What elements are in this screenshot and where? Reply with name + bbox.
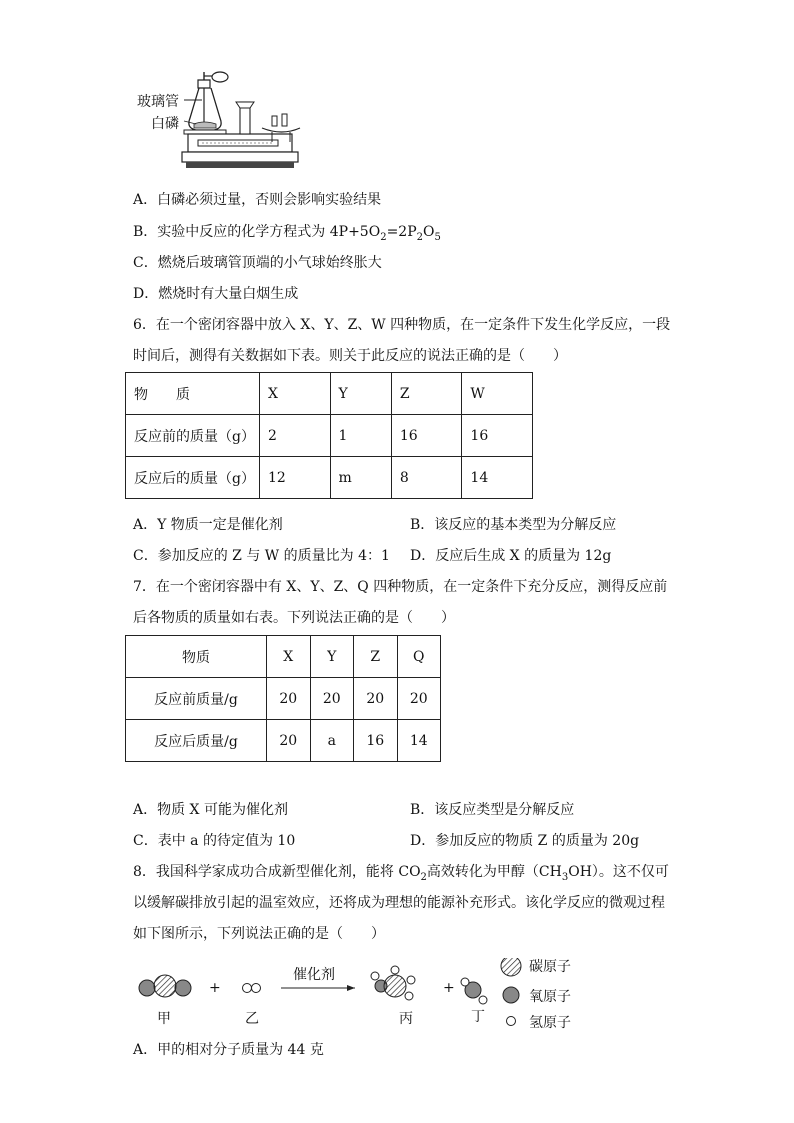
oxygen-atom <box>139 980 155 996</box>
hydrogen-atom <box>479 996 487 1004</box>
table-cell: 20 <box>397 678 441 720</box>
legend-hydrogen-atom <box>507 1017 516 1026</box>
q7-option-d: D．参加反应的物质 Z 的质量为 20g <box>410 833 640 849</box>
table-cell: 16 <box>354 720 398 762</box>
hydrogen-atom <box>371 972 379 980</box>
carbon-atom <box>154 975 176 997</box>
table-cell: 16 <box>391 415 462 457</box>
table-row <box>126 720 441 762</box>
legend-oxygen-atom <box>503 987 519 1003</box>
table-cell: 反应后的质量（g） <box>126 457 260 499</box>
q8-stem-line1: 8．我国科学家成功合成新型催化剂，能将 $CO_2$高效转化为甲醇$(CH_3OH)$。这不仅可 <box>133 864 669 883</box>
table-cell: 20 <box>267 678 311 720</box>
table-cell: 20 <box>310 678 354 720</box>
label-white-phosphorus: 白磷 <box>151 116 179 132</box>
table-cell: Y <box>330 373 391 415</box>
q8-stem-line2: 以缓解碳排放引起的温室效应，还将成为理想的能源补充形式。该化学反应的微观过程 <box>133 895 665 911</box>
table-cell: X <box>267 636 311 678</box>
q6-option-b: B．该反应的基本类型为分解反应 <box>410 517 617 533</box>
table-cell: 反应前的质量（g） <box>126 415 260 457</box>
label-jia: 甲 <box>157 1011 171 1027</box>
table-row <box>126 373 533 415</box>
table-row <box>126 636 441 678</box>
hydrogen-atom <box>405 992 413 1000</box>
q5-option-b: B．实验中反应的化学方程式为 $4P+5O_2=2P_2O_5$ <box>133 224 441 243</box>
table-cell: a <box>310 720 354 762</box>
table-cell: 8 <box>391 457 462 499</box>
q8-reaction-diagram <box>133 958 593 1030</box>
table-cell: W <box>462 373 533 415</box>
table-cell: 14 <box>462 457 533 499</box>
plus-sign: + <box>443 980 455 996</box>
table-cell: 2 <box>260 415 331 457</box>
table-row <box>126 415 533 457</box>
table-cell: 物 质 <box>126 373 260 415</box>
table-cell: 物质 <box>126 636 267 678</box>
q7-option-c: C．表中 a 的待定值为 10 <box>133 833 296 849</box>
table-cell: Z <box>391 373 462 415</box>
legend-oxygen-label: 氧原子 <box>529 989 571 1005</box>
table-cell: X <box>260 373 331 415</box>
q7-stem-line2: 后各物质的质量如右表。下列说法正确的是（ ） <box>133 610 455 626</box>
table-cell: 14 <box>397 720 441 762</box>
q7-option-b: B．该反应类型是分解反应 <box>410 802 575 818</box>
table-cell: Y <box>310 636 354 678</box>
hydrogen-atom <box>243 984 252 993</box>
plus-sign: + <box>209 980 221 996</box>
table-cell: 12 <box>260 457 331 499</box>
carbon-atom <box>384 975 406 997</box>
q5-option-a: A．白磷必须过量，否则会影响实验结果 <box>133 192 382 208</box>
table-cell: 1 <box>330 415 391 457</box>
oxygen-atom <box>175 980 191 996</box>
catalyst-label: 催化剂 <box>293 967 335 983</box>
table-cell: Z <box>354 636 398 678</box>
table-row <box>126 457 533 499</box>
q6-stem-line1: 6．在一个密闭容器中放入 X、Y、Z、W 四种物质，在一定条件下发生化学反应，一段 <box>133 317 671 333</box>
q6-stem-line2: 时间后，测得有关数据如下表。则关于此反应的说法正确的是（ ） <box>133 348 567 364</box>
hydrogen-atom <box>461 978 469 986</box>
q8-stem-line3: 如下图所示，下列说法正确的是（ ） <box>133 926 385 942</box>
q6-option-d: D．反应后生成 X 的质量为 12g <box>410 548 612 564</box>
label-bing: 丙 <box>399 1011 413 1027</box>
balance-apparatus-figure <box>132 66 332 184</box>
label-yi: 乙 <box>245 1011 259 1027</box>
table-cell: m <box>330 457 391 499</box>
label-glass-tube: 玻璃管 <box>137 94 179 110</box>
table-cell: 16 <box>462 415 533 457</box>
q6-option-a: A．Y 物质一定是催化剂 <box>133 517 283 533</box>
q5-option-c: C．燃烧后玻璃管顶端的小气球始终胀大 <box>133 255 382 271</box>
q7-stem-line1: 7．在一个密闭容器中有 X、Y、Z、Q 四种物质，在一定条件下充分反应，测得反应前 <box>133 579 668 595</box>
table-row <box>126 678 441 720</box>
hydrogen-atom <box>391 966 399 974</box>
table-cell: Q <box>397 636 441 678</box>
table-cell: 20 <box>267 720 311 762</box>
label-ding: 丁 <box>471 1009 485 1025</box>
reaction-drawing <box>133 958 593 1030</box>
q6-data-table <box>125 372 533 499</box>
legend-hydrogen-label: 氢原子 <box>529 1015 571 1031</box>
q7-option-a: A．物质 X 可能为催化剂 <box>133 802 288 818</box>
legend-carbon-atom <box>501 958 521 976</box>
q5-option-d: D．燃烧时有大量白烟生成 <box>133 286 299 302</box>
q8-option-a: A．甲的相对分子质量为 44 克 <box>133 1042 324 1058</box>
legend-carbon-label: 碳原子 <box>529 959 571 975</box>
table-cell: 反应前质量/g <box>126 678 267 720</box>
table-cell: 20 <box>354 678 398 720</box>
hydrogen-atom <box>407 976 415 984</box>
table-cell: 反应后质量/g <box>126 720 267 762</box>
hydrogen-atom <box>252 984 261 993</box>
q7-data-table <box>125 635 441 762</box>
q6-option-c: C．参加反应的 Z 与 W 的质量比为 4：1 <box>133 548 390 564</box>
